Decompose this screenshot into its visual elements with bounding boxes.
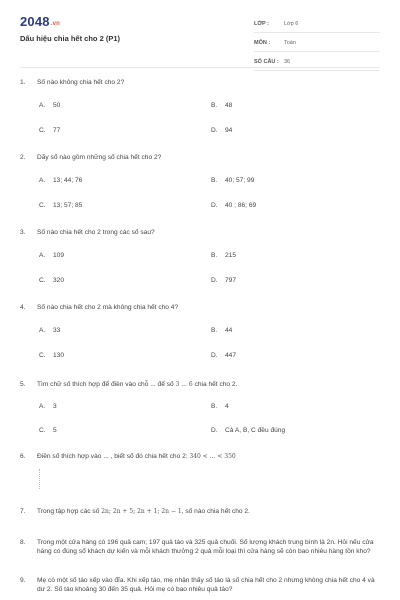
option-letter: A. — [39, 102, 46, 109]
question-7 — [20, 507, 380, 516]
option-text: 797 — [225, 277, 237, 284]
option-d[interactable] — [211, 426, 383, 435]
logo-text: 2048 — [20, 14, 50, 29]
option-letter: D. — [211, 427, 218, 434]
worksheet-header — [0, 0, 400, 72]
meta-value-subject: Toán — [284, 39, 296, 46]
option-letter: A. — [39, 403, 46, 410]
question-number: 3. — [20, 229, 26, 236]
option-text: 48 — [225, 102, 233, 109]
option-text: 50 — [53, 102, 61, 109]
question-5 — [20, 380, 380, 435]
options-group — [39, 402, 380, 435]
options-group — [39, 176, 380, 210]
option-b[interactable] — [211, 101, 383, 110]
option-letter: C. — [39, 352, 46, 359]
question-body: Số nào chia hết cho 2 mà không chia hết cho 4? — [37, 304, 179, 311]
option-c[interactable] — [39, 276, 211, 285]
option-text: 33 — [53, 327, 61, 334]
question-text-prefix: Điền số thích hợp vào ... , biết số đó chia hết cho 2: — [37, 453, 188, 460]
math-expression: 3 ... 6 — [175, 381, 193, 388]
option-text: 215 — [225, 252, 237, 259]
option-letter: C. — [39, 202, 46, 209]
option-letter: A. — [39, 327, 46, 334]
option-letter: C. — [39, 277, 46, 284]
question-body — [37, 452, 380, 461]
meta-row-subject — [254, 34, 380, 52]
option-text: 130 — [53, 352, 65, 359]
question-text — [20, 228, 380, 237]
question-body: Số nào chia hết cho 2 trong các số sau? — [37, 229, 155, 236]
meta-label-count: SỐ CÂU : — [254, 58, 279, 65]
question-number: 7. — [20, 508, 26, 515]
option-b[interactable] — [211, 402, 383, 411]
question-9 — [20, 576, 380, 594]
question-text — [20, 538, 380, 556]
option-letter: B. — [211, 102, 218, 109]
option-text: 94 — [225, 127, 233, 134]
option-a[interactable] — [39, 402, 211, 411]
question-number: 9. — [20, 577, 26, 584]
option-text: 40; 57; 99 — [225, 177, 255, 184]
option-c[interactable] — [39, 126, 211, 135]
question-number: 2. — [20, 154, 26, 161]
option-text: 40 ; 86; 69 — [225, 202, 257, 209]
answer-area[interactable] — [39, 469, 380, 489]
meta-row-class — [254, 15, 380, 33]
question-text-suffix: , số nào chia hết cho 2. — [181, 508, 250, 515]
option-letter: D. — [211, 352, 218, 359]
option-b[interactable] — [211, 251, 383, 260]
option-text: 44 — [225, 327, 233, 334]
question-8 — [20, 538, 380, 556]
meta-row-count — [254, 53, 380, 71]
option-letter: D. — [211, 127, 218, 134]
option-letter: B. — [211, 177, 218, 184]
option-text: Cả A, B, C đều đúng — [225, 427, 286, 434]
meta-value-class: Lớp 6 — [284, 20, 299, 27]
meta-value-count: 36 — [284, 58, 291, 65]
question-number: 6. — [20, 453, 26, 460]
option-text: 447 — [225, 352, 237, 359]
question-number: 8. — [20, 539, 26, 546]
option-text: 320 — [53, 277, 65, 284]
question-2 — [20, 153, 380, 210]
option-text: 3 — [53, 403, 57, 410]
option-letter: A. — [39, 177, 46, 184]
option-c[interactable] — [39, 351, 211, 360]
question-body: Mẹ có một số táo xếp vào đĩa. Khi xếp táo, mẹ nhận thấy số táo là số chia hết cho 2 nhưng không chia hết cho 4 và dư 2. Số táo khoảng 30 đến 35 quả. Hỏi mẹ có bao nhiêu quả táo? — [37, 577, 375, 593]
option-a[interactable] — [39, 251, 211, 260]
option-d[interactable] — [211, 201, 383, 210]
options-group — [39, 326, 380, 360]
option-text: 77 — [53, 127, 61, 134]
math-expression: 340 < ... < 350 — [189, 453, 236, 460]
option-letter: D. — [211, 202, 218, 209]
meta-label-class: LỚP : — [254, 20, 269, 27]
option-letter: B. — [211, 252, 218, 259]
question-6 — [20, 452, 380, 489]
question-body: Dãy số nào gồm những số chia hết cho 2? — [37, 154, 162, 161]
option-letter: C. — [39, 427, 46, 434]
question-1 — [20, 78, 380, 135]
question-text-prefix: Trong tập hợp các số — [37, 508, 100, 515]
header-divider — [20, 67, 380, 68]
worksheet-title: Dấu hiệu chia hết cho 2 (P1) — [20, 34, 121, 43]
option-letter: A. — [39, 252, 46, 259]
option-d[interactable] — [211, 126, 383, 135]
option-a[interactable] — [39, 326, 211, 335]
options-group — [39, 251, 380, 285]
math-expression: 2n; 2n + 5; 2n + 1; 2n − 1 — [101, 508, 182, 515]
question-3 — [20, 228, 380, 285]
option-text: 13; 44; 76 — [53, 177, 83, 184]
option-b[interactable] — [211, 176, 383, 185]
option-d[interactable] — [211, 351, 383, 360]
option-letter: B. — [211, 403, 218, 410]
question-body — [37, 380, 380, 389]
options-group — [39, 101, 380, 135]
option-a[interactable] — [39, 176, 211, 185]
option-b[interactable] — [211, 326, 383, 335]
logo-suffix: .vn — [50, 21, 61, 27]
option-d[interactable] — [211, 276, 383, 285]
question-text-suffix: chia hết cho 2. — [194, 381, 238, 388]
question-list — [20, 78, 380, 594]
question-text — [20, 303, 380, 312]
option-text: 13; 57; 85 — [53, 202, 83, 209]
option-c[interactable] — [39, 426, 211, 435]
question-text — [20, 507, 380, 516]
question-text — [20, 380, 380, 389]
option-text: 109 — [53, 252, 65, 259]
question-text-prefix: Tìm chữ số thích hợp để điền vào chỗ ... để số — [37, 381, 174, 388]
question-text — [20, 576, 380, 594]
question-number: 4. — [20, 304, 26, 311]
option-c[interactable] — [39, 201, 211, 210]
option-text: 4 — [225, 403, 229, 410]
question-body: Số nào không chia hết cho 2? — [37, 79, 125, 86]
option-letter: B. — [211, 327, 218, 334]
question-body: Trong một cửa hàng có 196 quả cam; 197 quả táo và 325 quả chuối. Số lượng khách trung bình là 2n. Hỏi nếu cửa hàng có đúng số khách dự kiến và mỗi khách thưởng 2 quả mỗi loại thì cửa hàng sẽ còn bao nhiêu hàng tồn kho? — [37, 539, 374, 555]
worksheet-meta — [254, 15, 380, 72]
question-4 — [20, 303, 380, 360]
question-body — [37, 507, 380, 516]
question-number: 1. — [20, 79, 26, 86]
option-text: 5 — [53, 427, 57, 434]
option-letter: C. — [39, 127, 46, 134]
meta-label-subject: MÔN : — [254, 39, 271, 46]
question-number: 5. — [20, 381, 26, 388]
question-text — [20, 78, 380, 87]
option-a[interactable] — [39, 101, 211, 110]
question-text — [20, 452, 380, 461]
question-text — [20, 153, 380, 162]
option-letter: D. — [211, 277, 218, 284]
site-logo[interactable] — [20, 14, 60, 29]
